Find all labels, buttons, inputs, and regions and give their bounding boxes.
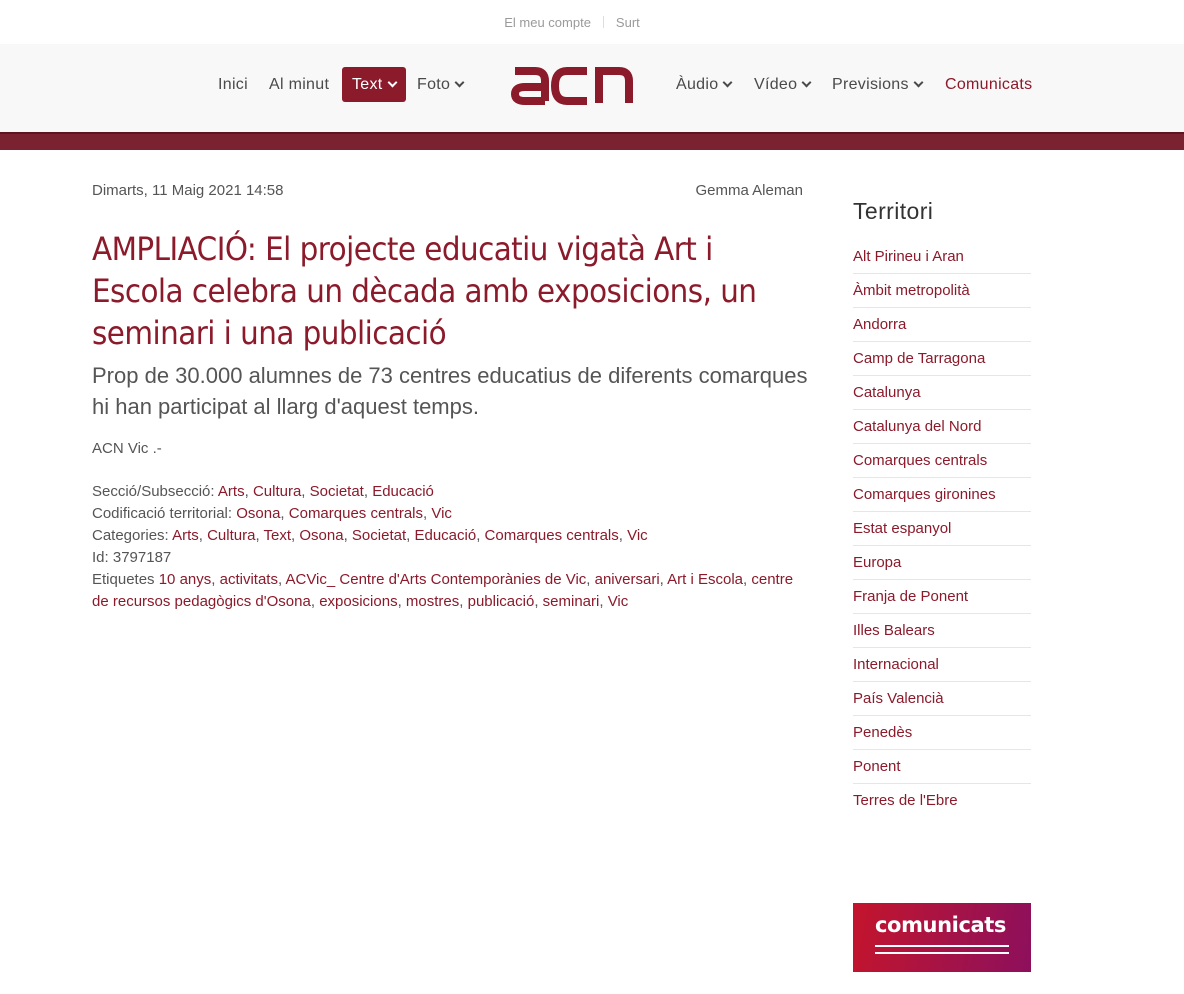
nav-text[interactable]	[342, 67, 406, 102]
id-row	[92, 547, 812, 569]
nav-label: Inici	[218, 76, 248, 93]
banner-underline	[875, 952, 1009, 954]
main-header	[0, 44, 1184, 132]
codificacio-row	[92, 503, 812, 525]
nav-comunicats[interactable]	[945, 67, 1032, 102]
sidebar-item[interactable]: Europa	[853, 546, 1031, 580]
sidebar-item[interactable]: Ponent	[853, 750, 1031, 784]
tag-link[interactable]: Societat	[351, 527, 407, 544]
tag-link[interactable]: seminari	[542, 593, 600, 610]
sidebar-item[interactable]: Catalunya del Nord	[853, 410, 1031, 444]
nav-inici[interactable]	[218, 67, 248, 102]
tag-link[interactable]: 10 anys	[158, 571, 212, 588]
article-subhead: Prop de 30.000 alumnes de 73 centres educatius de diferents comarques hi han participat al llarg d'aquest temps.	[92, 363, 808, 419]
nav-label: Foto	[417, 76, 451, 93]
etiquetes-label: Etiquetes	[92, 571, 155, 588]
sidebar-item[interactable]: Camp de Tarragona	[853, 342, 1031, 376]
tag-link[interactable]: Arts	[217, 483, 245, 500]
account-links	[0, 15, 1144, 30]
nav-label: Àudio	[676, 76, 719, 93]
categories-row	[92, 525, 812, 547]
tag-link[interactable]: Educació	[372, 483, 434, 500]
nav-label: Al minut	[269, 76, 330, 93]
sidebar-item[interactable]: Catalunya	[853, 376, 1031, 410]
chevron-down-icon	[913, 78, 923, 88]
article-date: Dimarts, 11 Maig 2021 14:58	[92, 182, 284, 199]
my-account-link[interactable]: El meu compte	[504, 15, 591, 30]
tag-link[interactable]: Text	[263, 527, 292, 544]
nav-label: Text	[352, 76, 383, 93]
tag-link[interactable]: Vic	[431, 505, 452, 522]
tag-link[interactable]: mostres	[405, 593, 460, 610]
nav-label: Previsions	[832, 76, 909, 93]
tag-link[interactable]: Osona	[299, 527, 344, 544]
tag-link[interactable]: activitats	[219, 571, 278, 588]
nav-audio[interactable]	[676, 67, 731, 102]
nav-label: Comunicats	[945, 76, 1033, 93]
sidebar-item[interactable]: Penedès	[853, 716, 1031, 750]
banner-underline	[875, 945, 1009, 947]
nav-al-minut[interactable]	[269, 67, 329, 102]
tag-link[interactable]: publicació	[467, 593, 535, 610]
chevron-down-icon	[723, 78, 733, 88]
etiquetes-row	[92, 569, 812, 613]
etiquetes-links: 10 anys, activitats, ACVic_ Centre d'Arts Contemporànies de Vic, aniversari, Art i Escola, centre de recursos pedagògics d'Osona, exposicions, mostres, publicació, seminari, Vic	[92, 571, 794, 610]
tag-link[interactable]: Art i Escola	[667, 571, 744, 588]
top-utility-bar	[0, 0, 1184, 44]
codificacio-links: Osona, Comarques centrals, Vic	[236, 505, 452, 522]
sidebar-item[interactable]: Comarques gironines	[853, 478, 1031, 512]
header-divider-bar	[0, 132, 1184, 150]
tag-link[interactable]: Cultura	[252, 483, 302, 500]
id-value: 3797187	[112, 549, 172, 566]
sidebar-title: Territori	[853, 198, 934, 224]
tag-link[interactable]: aniversari	[594, 571, 660, 588]
tag-link[interactable]: Educació	[414, 527, 477, 544]
sidebar-item[interactable]: Àmbit metropolità	[853, 274, 1031, 308]
article-headline: AMPLIACIÓ: El projecte educatiu vigatà Art i Escola celebra un dècada amb exposicions, un seminari i una publicació	[92, 230, 757, 352]
nav-foto[interactable]	[417, 67, 463, 102]
tag-link[interactable]: Comarques centrals	[288, 505, 423, 522]
tag-link[interactable]: ACVic_ Centre d'Arts Contemporànies de Vic	[285, 571, 587, 588]
sidebar-item[interactable]: Estat espanyol	[853, 512, 1031, 546]
tag-link[interactable]: Cultura	[207, 527, 256, 544]
sidebar-item[interactable]: Terres de l'Ebre	[853, 792, 958, 809]
tag-link[interactable]: Osona	[236, 505, 281, 522]
sidebar-item[interactable]: Alt Pirineu i Aran	[853, 240, 1031, 274]
banner-label: comunicats	[875, 913, 1007, 937]
chevron-down-icon	[387, 78, 397, 88]
tag-link[interactable]: Arts	[172, 527, 199, 544]
nav-previsions[interactable]	[832, 67, 922, 102]
territori-list	[853, 240, 1031, 818]
seccio-label: Secció/Subsecció:	[92, 483, 215, 500]
article-author: Gemma Aleman	[695, 182, 803, 199]
categories-links: Arts, Cultura, Text, Osona, Societat, Educació, Comarques centrals, Vic	[172, 527, 648, 544]
tag-link[interactable]: centre de recursos pedagògics d'Osona	[92, 571, 794, 610]
seccio-links: Arts, Cultura, Societat, Educació	[217, 483, 434, 500]
comunicats-banner[interactable]	[853, 903, 1031, 972]
tag-link[interactable]: Societat	[309, 483, 364, 500]
id-label: Id:	[92, 549, 109, 566]
chevron-down-icon	[455, 78, 465, 88]
logout-link[interactable]: Surt	[615, 15, 640, 30]
tag-link[interactable]: Comarques centrals	[484, 527, 619, 544]
categories-label: Categories:	[92, 527, 169, 544]
sidebar-item[interactable]: Illes Balears	[853, 614, 1031, 648]
chevron-down-icon	[802, 78, 812, 88]
article-metadata	[92, 481, 812, 613]
sidebar-item[interactable]: Franja de Ponent	[853, 580, 1031, 614]
tag-link[interactable]: Vic	[607, 593, 629, 610]
sidebar-item[interactable]: País Valencià	[853, 682, 1031, 716]
sidebar-item[interactable]: Andorra	[853, 308, 1031, 342]
divider	[603, 16, 604, 28]
seccio-row	[92, 481, 812, 503]
acn-logo[interactable]	[509, 57, 635, 105]
nav-video[interactable]	[754, 67, 810, 102]
sidebar-item[interactable]: Internacional	[853, 648, 1031, 682]
tag-link[interactable]: exposicions	[319, 593, 398, 610]
article-source: ACN Vic .-	[92, 440, 162, 457]
codificacio-label: Codificació territorial:	[92, 505, 233, 522]
tag-link[interactable]: Vic	[627, 527, 648, 544]
nav-label: Vídeo	[754, 76, 798, 93]
sidebar-item[interactable]: Comarques centrals	[853, 444, 1031, 478]
